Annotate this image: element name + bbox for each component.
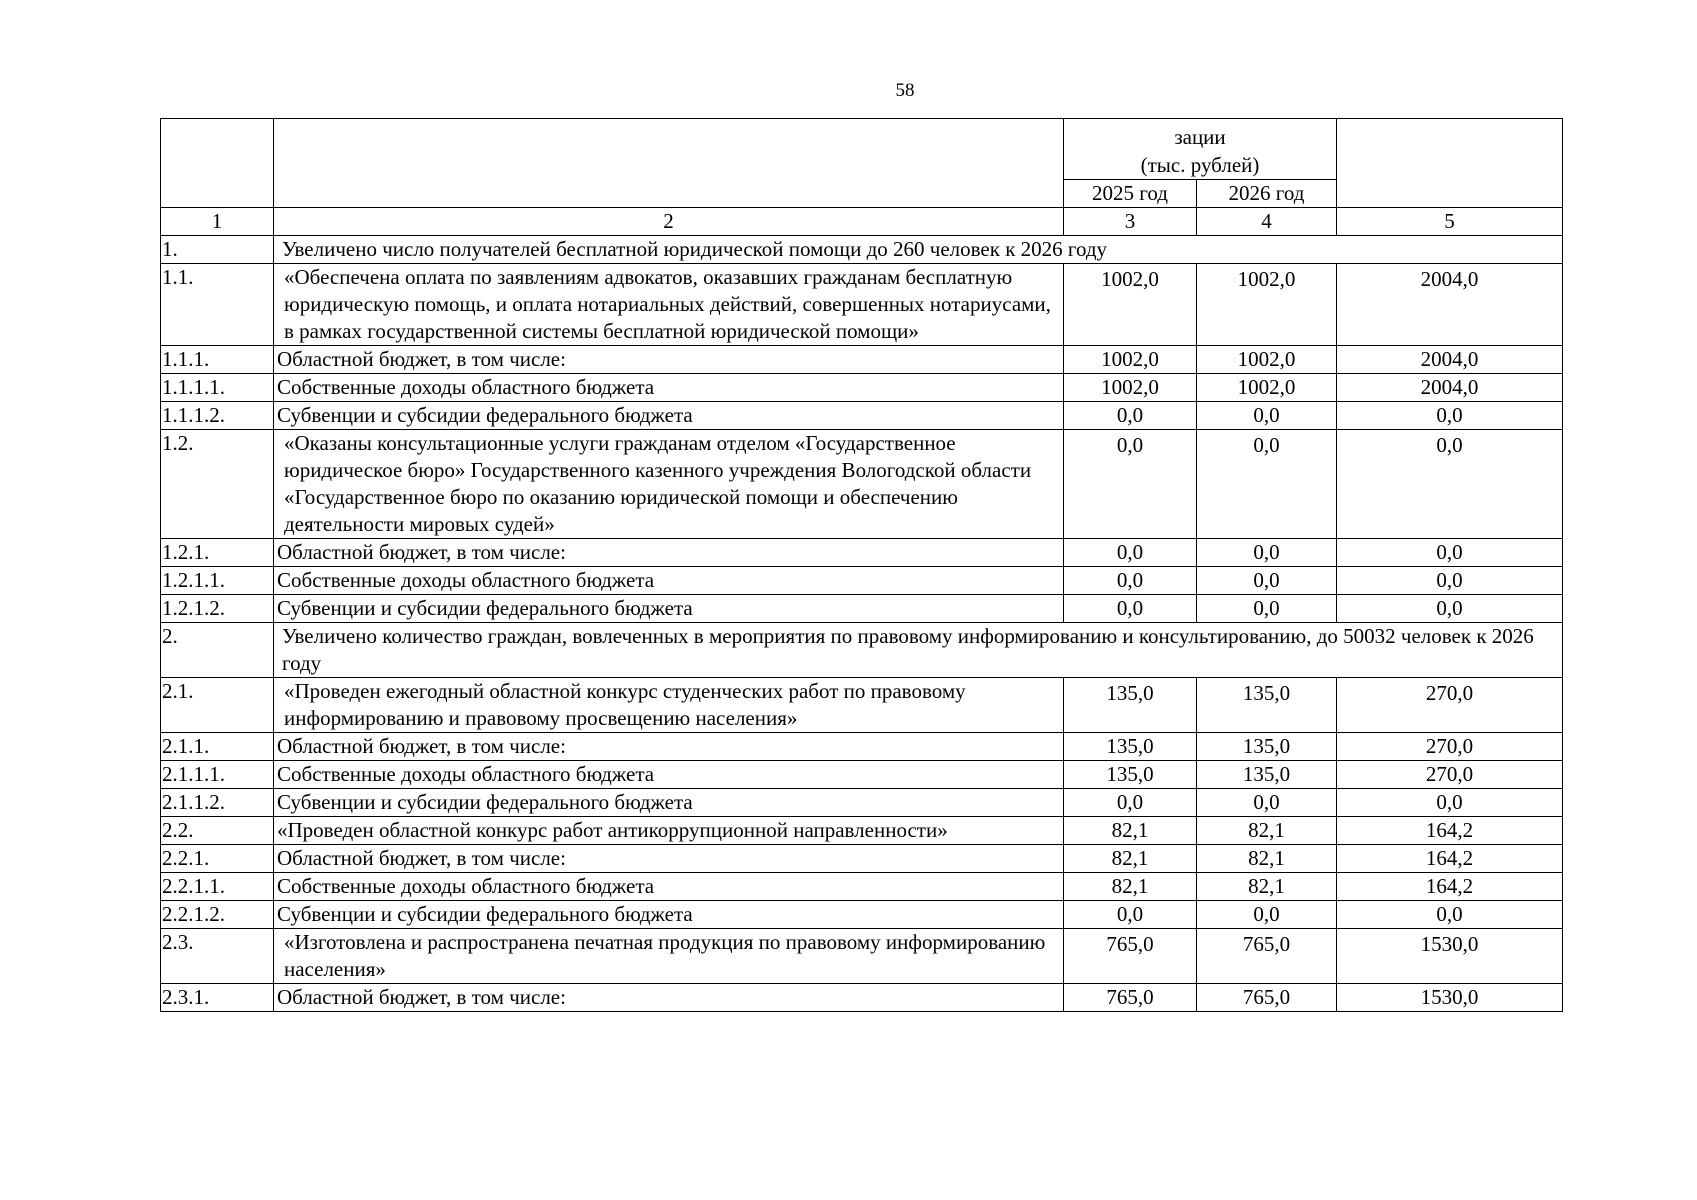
value-2026: 135,0 [1197,678,1337,733]
value-2025: 82,1 [1064,817,1197,845]
row-code: 1.1.1.1. [161,374,274,402]
row-code: 2.2.1. [161,845,274,873]
table-row [161,678,1563,733]
funding-header-line2: (тыс. рублей) [1140,153,1260,177]
value-2026: 0,0 [1197,901,1337,929]
column-number: 3 [1064,208,1197,236]
value-2025: 0,0 [1064,539,1197,567]
table-row [161,374,1563,402]
row-code: 1. [161,236,274,264]
row-description: «Оказаны консультационные услуги гражданам отделом «Государственное юридическое бюро» Государственного казенного учреждения Вологодской области «Государственное бюро по оказанию юридической помощи и обеспечению деятельности мировых судей» [274,430,1064,539]
value-total: 164,2 [1337,817,1563,845]
value-2026: 1002,0 [1197,264,1337,346]
row-code: 2.2. [161,817,274,845]
row-description: Областной бюджет, в том числе: [274,346,1064,374]
value-2026: 0,0 [1197,430,1337,539]
value-total: 2004,0 [1337,346,1563,374]
row-code: 1.2.1.1. [161,567,274,595]
value-total: 164,2 [1337,873,1563,901]
value-total: 0,0 [1337,567,1563,595]
row-description: Субвенции и субсидии федерального бюджета [274,595,1064,623]
row-code: 1.1.1. [161,346,274,374]
row-description: Областной бюджет, в том числе: [274,984,1064,1012]
value-2025: 1002,0 [1064,346,1197,374]
table-row [161,901,1563,929]
row-description: Областной бюджет, в том числе: [274,845,1064,873]
value-2026: 82,1 [1197,845,1337,873]
section-row [161,236,1563,264]
row-description: «Проведен ежегодный областной конкурс студенческих работ по правовому информированию и правовому просвещению населения» [274,678,1064,733]
value-2026: 0,0 [1197,789,1337,817]
row-description: «Изготовлена и распространена печатная продукция по правовому информированию населения» [274,929,1064,984]
value-2026: 0,0 [1197,567,1337,595]
value-total: 2004,0 [1337,374,1563,402]
year-2025-header: 2025 год [1064,180,1197,208]
value-total: 0,0 [1337,430,1563,539]
value-2025: 1002,0 [1064,374,1197,402]
value-2026: 1002,0 [1197,346,1337,374]
value-2025: 0,0 [1064,567,1197,595]
table-row [161,430,1563,539]
row-code: 1.2. [161,430,274,539]
value-2025: 0,0 [1064,430,1197,539]
value-total: 164,2 [1337,845,1563,873]
value-2026: 0,0 [1197,595,1337,623]
row-description: Собственные доходы областного бюджета [274,567,1064,595]
header-cell-name [274,119,1064,208]
row-code: 2. [161,623,274,678]
value-2025: 1002,0 [1064,264,1197,346]
budget-table [160,118,1563,1012]
header-row-title [161,119,1563,180]
value-2025: 0,0 [1064,402,1197,430]
row-description: Собственные доходы областного бюджета [274,873,1064,901]
row-description: Субвенции и субсидии федерального бюджета [274,901,1064,929]
table-row [161,733,1563,761]
column-number-row [161,208,1563,236]
row-description: Субвенции и субсидии федерального бюджета [274,402,1064,430]
funding-header [1064,119,1337,180]
column-number: 5 [1337,208,1563,236]
value-2025: 0,0 [1064,595,1197,623]
value-total: 0,0 [1337,595,1563,623]
value-2026: 82,1 [1197,817,1337,845]
funding-header-line1: зации [1174,125,1226,149]
row-code: 2.1.1. [161,733,274,761]
value-2025: 0,0 [1064,901,1197,929]
row-code: 2.1.1.1. [161,761,274,789]
table-row [161,984,1563,1012]
row-description: «Обеспечена оплата по заявлениям адвокатов, оказавших гражданам бесплатную юридическую помощь, и оплата нотариальных действий, совершенных нотариусами, в рамках государственной системы бесплатной юридической помощи» [274,264,1064,346]
value-2025: 0,0 [1064,789,1197,817]
value-total: 270,0 [1337,733,1563,761]
table-row [161,567,1563,595]
row-code: 2.3.1. [161,984,274,1012]
table-row [161,845,1563,873]
value-2025: 82,1 [1064,873,1197,901]
row-code: 2.3. [161,929,274,984]
value-2026: 135,0 [1197,761,1337,789]
year-2026-header: 2026 год [1197,180,1337,208]
column-number: 1 [161,208,274,236]
value-2025: 135,0 [1064,678,1197,733]
value-2026: 0,0 [1197,539,1337,567]
table-row [161,595,1563,623]
section-goal-text: Увеличено число получателей бесплатной юридической помощи до 260 человек к 2026 году [274,236,1563,264]
value-total: 2004,0 [1337,264,1563,346]
table-row [161,264,1563,346]
header-cell-code [161,119,274,208]
table-row [161,346,1563,374]
row-description: «Проведен областной конкурс работ антикоррупционной направленности» [274,817,1064,845]
row-code: 2.2.1.1. [161,873,274,901]
row-code: 2.1.1.2. [161,789,274,817]
row-description: Областной бюджет, в том числе: [274,733,1064,761]
value-2026: 0,0 [1197,402,1337,430]
row-code: 1.2.1.2. [161,595,274,623]
value-2026: 82,1 [1197,873,1337,901]
table-row [161,402,1563,430]
row-description: Областной бюджет, в том числе: [274,539,1064,567]
table-row [161,761,1563,789]
value-total: 0,0 [1337,539,1563,567]
value-2026: 1002,0 [1197,374,1337,402]
row-description: Собственные доходы областного бюджета [274,374,1064,402]
value-total: 270,0 [1337,678,1563,733]
value-total: 1530,0 [1337,984,1563,1012]
row-description: Субвенции и субсидии федерального бюджета [274,789,1064,817]
row-code: 1.2.1. [161,539,274,567]
row-description: Собственные доходы областного бюджета [274,761,1064,789]
value-2025: 765,0 [1064,929,1197,984]
value-2026: 135,0 [1197,733,1337,761]
value-2026: 765,0 [1197,929,1337,984]
table-row [161,539,1563,567]
column-number: 2 [274,208,1064,236]
value-total: 270,0 [1337,761,1563,789]
value-total: 0,0 [1337,901,1563,929]
section-row [161,623,1563,678]
value-total: 0,0 [1337,789,1563,817]
value-2026: 765,0 [1197,984,1337,1012]
row-code: 1.1. [161,264,274,346]
row-code: 2.1. [161,678,274,733]
value-2025: 135,0 [1064,733,1197,761]
value-2025: 135,0 [1064,761,1197,789]
value-2025: 765,0 [1064,984,1197,1012]
page-number: 58 [895,80,915,101]
value-total: 0,0 [1337,402,1563,430]
value-total: 1530,0 [1337,929,1563,984]
table-row [161,929,1563,984]
table-row [161,817,1563,845]
table-row [161,789,1563,817]
value-2025: 82,1 [1064,845,1197,873]
column-number: 4 [1197,208,1337,236]
row-code: 1.1.1.2. [161,402,274,430]
row-code: 2.2.1.2. [161,901,274,929]
header-cell-total [1337,119,1563,208]
table-row [161,873,1563,901]
section-goal-text: Увеличено количество граждан, вовлеченных в мероприятия по правовому информированию и консультированию, до 50032 человек к 2026 году [274,623,1563,678]
